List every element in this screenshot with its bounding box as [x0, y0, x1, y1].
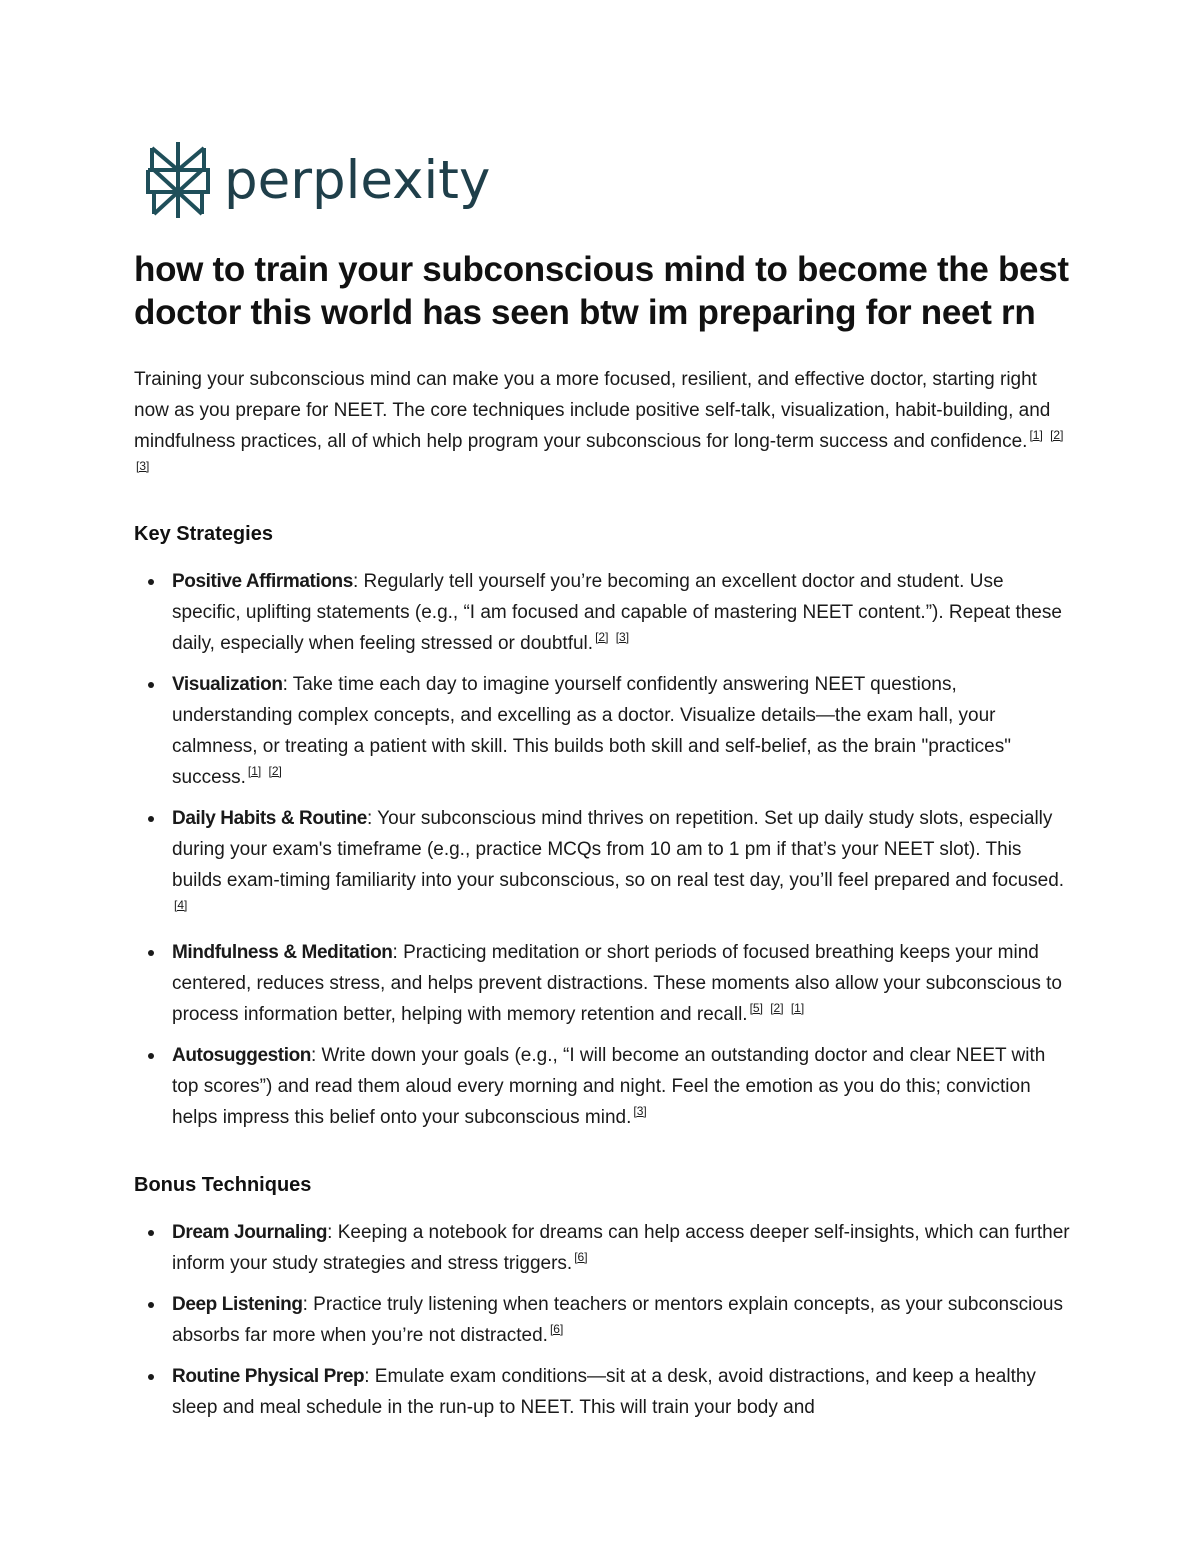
list-item [134, 1361, 1074, 1423]
citation-link[interactable]: [3] [615, 630, 630, 644]
bullet-icon [148, 1230, 154, 1236]
list-item [134, 669, 1074, 793]
list-item [134, 1040, 1074, 1133]
list-item [134, 803, 1074, 927]
item-text: : Practicing meditation or short periods of focused breathing keeps your mind centered, reduces stress, and helps prevent distractions. These moments also allow your subconscious to process information better, helping with memory retention and recall. [172, 942, 1062, 1025]
citation-link[interactable]: [2] [770, 1001, 784, 1015]
brand-name: perplexity [224, 149, 491, 211]
item-term: Dream Journaling [172, 1222, 328, 1243]
section-heading-bonus-techniques: Bonus Techniques [134, 1174, 312, 1196]
item-term: Autosuggestion [172, 1045, 311, 1066]
list-item [134, 937, 1074, 1030]
item-term: Positive Affirmations [172, 571, 353, 592]
citation-link[interactable]: [1] [1029, 428, 1043, 442]
bullet-icon [148, 1302, 154, 1308]
page-title: how to train your subconscious mind to become the best doctor this world has seen btw im preparing for neet rn [134, 250, 1069, 332]
citation-link[interactable]: [6] [549, 1322, 564, 1336]
intro-text: Training your subconscious mind can make you a more focused, resilient, and effective doctor, starting right now as you prepare for NEET. The core techniques include positive self-talk, visualization, habit-building, and mindfulness practices, all of which help program your subconscious for long-term success and confidence. [134, 369, 1051, 452]
citation-link[interactable]: [2] [595, 630, 609, 644]
perplexity-logo-icon [146, 140, 210, 220]
main-content [134, 248, 1074, 1433]
item-text: : Keeping a notebook for dreams can help access deeper self-insights, which can further inform your study strategies and stress triggers. [172, 1222, 1070, 1274]
item-term: Visualization [172, 674, 283, 695]
citation-link[interactable]: [3] [633, 1104, 647, 1118]
key-strategies-list [134, 566, 1074, 1133]
item-term: Daily Habits & Routine [172, 808, 367, 829]
bullet-icon [148, 682, 154, 688]
item-text: : Emulate exam conditions—sit at a desk, avoid distractions, and keep a healthy sleep and meal schedule in the run-up to NEET. This will train your body and [172, 1366, 1036, 1418]
item-term: Deep Listening [172, 1294, 303, 1315]
list-item [134, 566, 1074, 659]
citation-link[interactable]: [3] [136, 459, 150, 473]
citation-link[interactable]: [5] [749, 1001, 763, 1015]
brand-logo [146, 140, 490, 220]
section-heading-key-strategies: Key Strategies [134, 523, 273, 545]
citation-link[interactable]: [4] [174, 898, 188, 912]
list-item [134, 1289, 1074, 1351]
item-text: : Write down your goals (e.g., “I will become an outstanding doctor and clear NEET with top scores”) and read them aloud every morning and night. Feel the emotion as you do this; conviction helps impress this belief onto your subconscious mind. [172, 1045, 1046, 1128]
bullet-icon [148, 816, 154, 822]
citation-link[interactable]: [2] [268, 764, 282, 778]
item-text: : Take time each day to imagine yourself confidently answering NEET questions, understanding complex concepts, and excelling as a doctor. Visualize details—the exam hall, your calmness, or treating a patient with skill. This builds both skill and self-belief, as the brain "practices" success. [172, 674, 1011, 788]
bullet-icon [148, 1374, 154, 1380]
item-text: : Practice truly listening when teachers or mentors explain concepts, as your subconscious absorbs far more when you’re not distracted. [172, 1294, 1063, 1346]
citation-link[interactable]: [2] [1050, 428, 1064, 442]
bullet-icon [148, 1053, 154, 1059]
citation-link[interactable]: [6] [574, 1250, 588, 1264]
item-term: Mindfulness & Meditation [172, 942, 393, 963]
intro-paragraph [134, 364, 1074, 488]
citation-link[interactable]: [1] [247, 764, 262, 778]
bullet-icon [148, 950, 154, 956]
citation-link[interactable]: [1] [790, 1001, 805, 1015]
bullet-icon [148, 579, 154, 585]
list-item [134, 1217, 1074, 1279]
item-text: : Regularly tell yourself you’re becoming an excellent doctor and student. Use specific, uplifting statements (e.g., “I am focused and capable of mastering NEET content.”). Repeat these daily, especially when feeling stressed or doubtful. [172, 571, 1062, 654]
bonus-techniques-list [134, 1217, 1074, 1423]
item-text: : Your subconscious mind thrives on repetition. Set up daily study slots, especially during your exam's timeframe (e.g., practice MCQs from 10 am to 1 pm if that’s your NEET slot). This builds exam-timing familiarity into your subconscious, so on real test day, you’ll feel prepared and focused. [172, 808, 1065, 891]
item-term: Routine Physical Prep [172, 1366, 365, 1387]
